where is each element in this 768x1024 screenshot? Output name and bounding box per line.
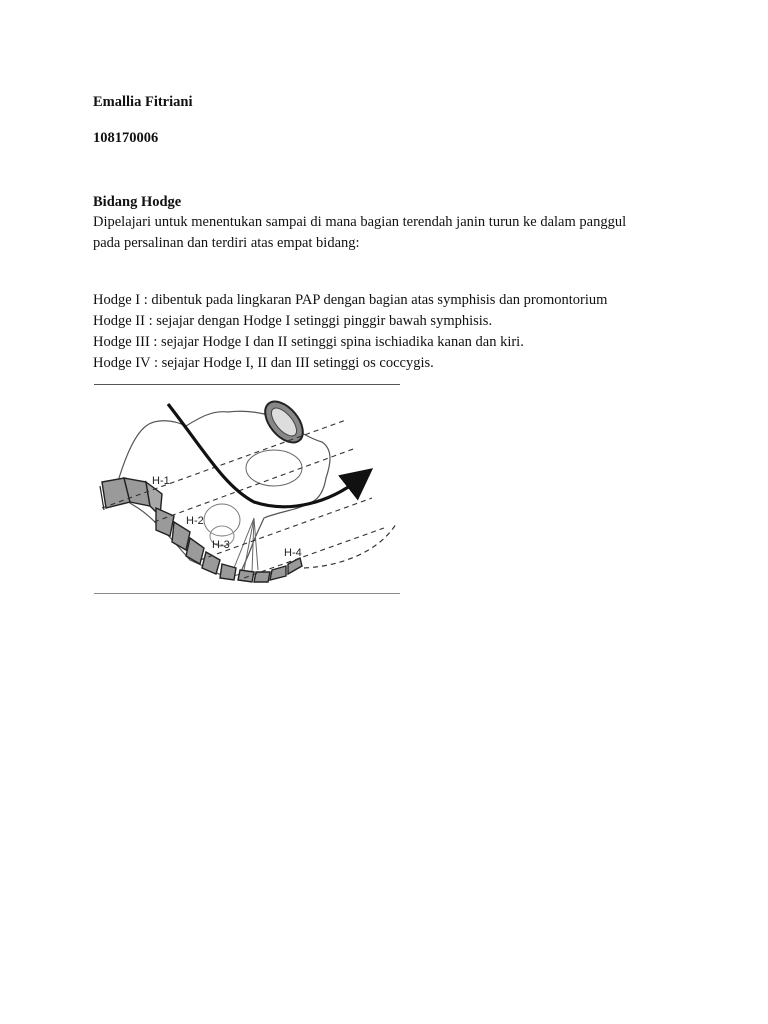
author-id: 108170006: [93, 130, 159, 146]
label-h4: H-4: [284, 547, 302, 559]
label-h1: H-1: [152, 475, 170, 487]
figure-top-rule: [94, 384, 400, 385]
section-title: Bidang Hodge: [93, 194, 182, 210]
intro-line-2: pada persalinan dan terdiri atas empat bidang:: [93, 235, 360, 251]
sacrum-segments: [102, 478, 302, 582]
label-h3: H-3: [212, 539, 230, 551]
figure-bottom-rule: [94, 593, 400, 594]
intro-line-1: Dipelajari untuk menentukan sampai di mana bagian terendah janin turun ke dalam panggul: [93, 214, 627, 230]
hodge-item-4: Hodge IV : sejajar Hodge I, II dan III setinggi os coccygis.: [93, 355, 434, 371]
hodge-item-2: Hodge II : sejajar dengan Hodge I setinggi pinggir bawah symphisis.: [93, 313, 493, 329]
hodge-planes-figure: [94, 390, 400, 590]
author-name: Emallia Fitriani: [93, 94, 193, 110]
label-h2: H-2: [186, 515, 204, 527]
hodge-item-1: Hodge I : dibentuk pada lingkaran PAP dengan bagian atas symphisis dan promontorium: [93, 292, 608, 308]
hodge-item-3: Hodge III : sejajar Hodge I dan II setinggi spina ischiadika kanan dan kiri.: [93, 334, 524, 350]
